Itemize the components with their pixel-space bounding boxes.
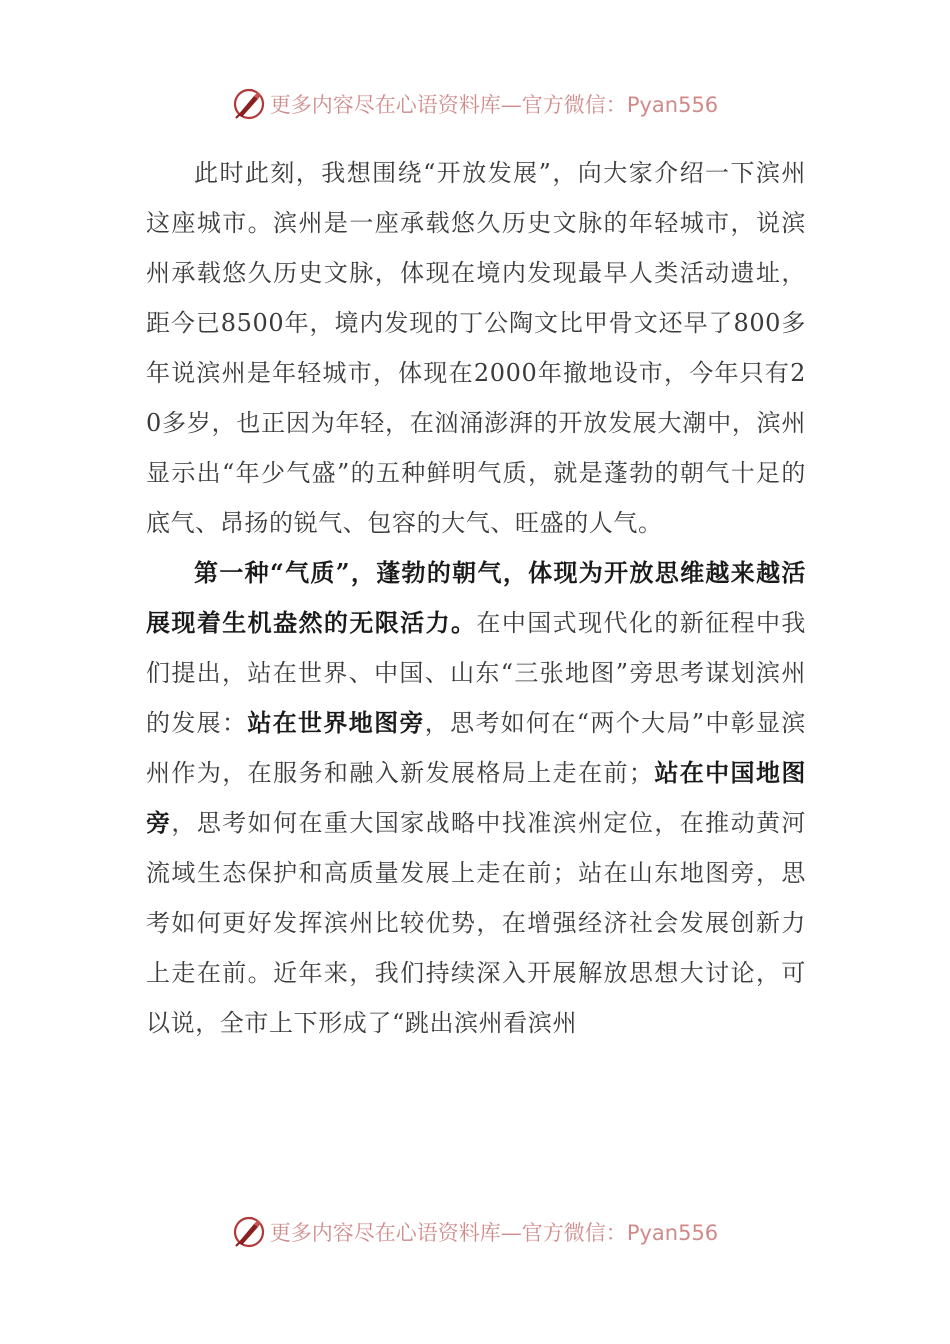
- paragraph-intro-text: 此时此刻，我想围绕“开放发展”，向大家介绍一下滨州这座城市。滨州是一座承载悠久历史文脉的年轻城市，说滨州承载悠久历史文脉，体现在境内发现最早人类活动遗址，距今已8500年，境内发现的丁公陶文比甲骨文还早了800多年说滨州是年轻城市，体现在2000年撤地设市，今年只有20多岁，也正因为年轻，在汹涌澎湃的开放发展大潮中，滨州显示出“年少气盛”的五种鲜明气质，就是蓬勃的朝气十足的底气、昂扬的锐气、包容的大气、旺盛的人气。: [146, 159, 806, 537]
- footer-banner-text: 更多内容尽在心语资料库—官方微信：Pyan556: [269, 1221, 719, 1245]
- pen-logo-icon: [232, 1215, 266, 1249]
- first-quality-heading: 第一种“气质”，蓬勃的朝气，体现为开放思维越来越活展现着生机盎然的无限活力。: [146, 558, 806, 637]
- paragraph-first-quality: [146, 548, 806, 1048]
- header-wechat-id: Pyan556: [626, 93, 719, 117]
- footer-banner: [0, 1212, 950, 1252]
- first-quality-text-2: ，思考如何在“两个大局”中彰显滨州作为，在服务和融入新发展格局上走在前；: [146, 709, 807, 787]
- world-map-phrase: 站在世界地图旁: [247, 708, 425, 737]
- header-banner: [0, 84, 950, 124]
- header-banner-text: 更多内容尽在心语资料库—官方微信：Pyan556: [269, 93, 719, 117]
- first-quality-text-1: 在中国式现代化的新征程中我们提出，站在世界、中国、山东“三张地图”旁思考谋划滨州的发展：: [146, 609, 806, 737]
- paragraph-intro: [146, 148, 806, 548]
- china-map-phrase: 站在中国地图旁: [146, 758, 806, 837]
- pen-logo-icon: [232, 87, 266, 121]
- footer-wechat-id: Pyan556: [626, 1221, 719, 1245]
- first-quality-text-3: ，思考如何在重大国家战略中找准滨州定位，在推动黄河流域生态保护和高质量发展上走在前；站在山东地图旁，思考如何更好发挥滨州比较优势，在增强经济社会发展创新力上走在前。近年来，我们持续深入开展解放思想大讨论，可以说，全市上下形成了“跳出滨州看滨州: [146, 809, 806, 1037]
- document-body: [146, 148, 806, 1048]
